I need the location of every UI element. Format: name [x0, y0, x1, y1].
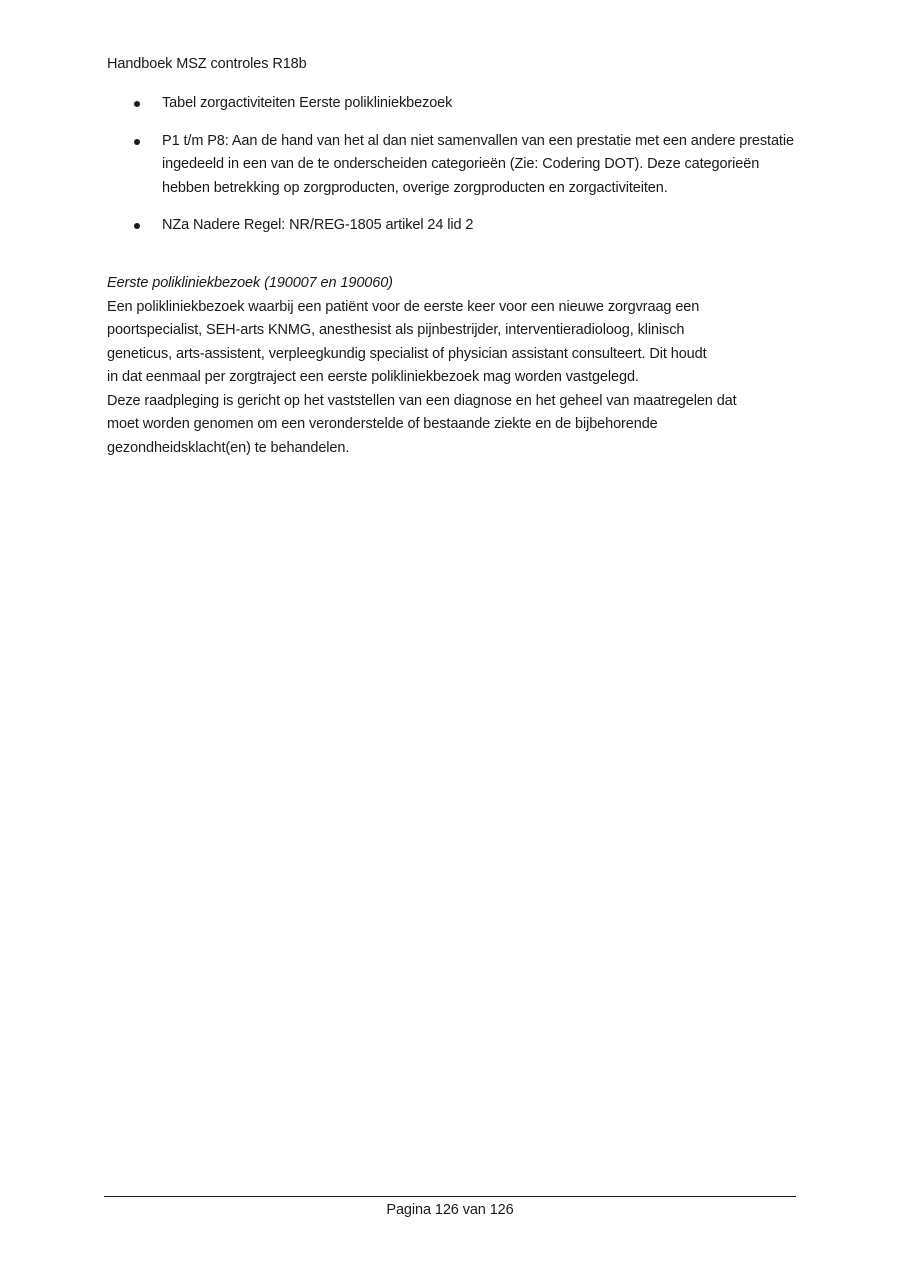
bullet-icon	[134, 139, 140, 145]
page-header: Handboek MSZ controles R18b	[107, 56, 307, 72]
page-number: Pagina 126 van 126	[386, 1202, 514, 1218]
section-eerste-polikliniekbezoek	[107, 272, 797, 460]
paragraph-purpose	[107, 390, 797, 461]
bullet-text: Tabel zorgactiviteiten Eerste polikliniekbezoek	[162, 95, 453, 111]
list-item	[107, 214, 807, 238]
list-item	[107, 92, 807, 116]
paragraph-definition	[107, 296, 797, 390]
paragraph-line: Deze raadpleging is gericht op het vaststellen van een diagnose en het geheel van maatregelen dat	[107, 392, 737, 409]
paragraph-line: gezondheidsklacht(en) te behandelen.	[107, 439, 350, 456]
paragraph-line: in dat eenmaal per zorgtraject een eerste polikliniekbezoek mag worden vastgelegd.	[107, 369, 639, 385]
bullet-text: P1 t/m P8: Aan de hand van het al dan niet samenvallen van een prestatie met een andere prestatie ingedeeld in een van de te onderscheiden categorieën (Zie: Codering DOT). Deze categorieën hebben betrekking op zorgproducten, overige zorgproducten en zorgactiviteiten.	[162, 132, 794, 196]
bullet-icon	[134, 101, 140, 107]
paragraph-line: Een polikliniekbezoek waarbij een patiënt voor de eerste keer voor een nieuwe zorgvraag een	[107, 298, 700, 315]
paragraph-line: geneticus, arts-assistent, verpleegkundig specialist of physician assistant consulteert. Dit houdt	[107, 345, 707, 362]
section-title: Eerste polikliniekbezoek (190007 en 190060)	[107, 275, 393, 291]
paragraph-line: poortspecialist, SEH-arts KNMG, anesthesist als pijnbestrijder, interventieradioloog, klinisch	[107, 322, 685, 338]
bullet-text: NZa Nadere Regel: NR/REG-1805 artikel 24 lid 2	[162, 217, 474, 233]
bullet-icon	[134, 223, 140, 229]
paragraph-line: moet worden genomen om een veronderstelde of bestaande ziekte en de bijbehorende	[107, 416, 658, 432]
list-item	[107, 130, 807, 201]
footer-divider	[104, 1196, 796, 1197]
bullet-list	[107, 92, 807, 252]
